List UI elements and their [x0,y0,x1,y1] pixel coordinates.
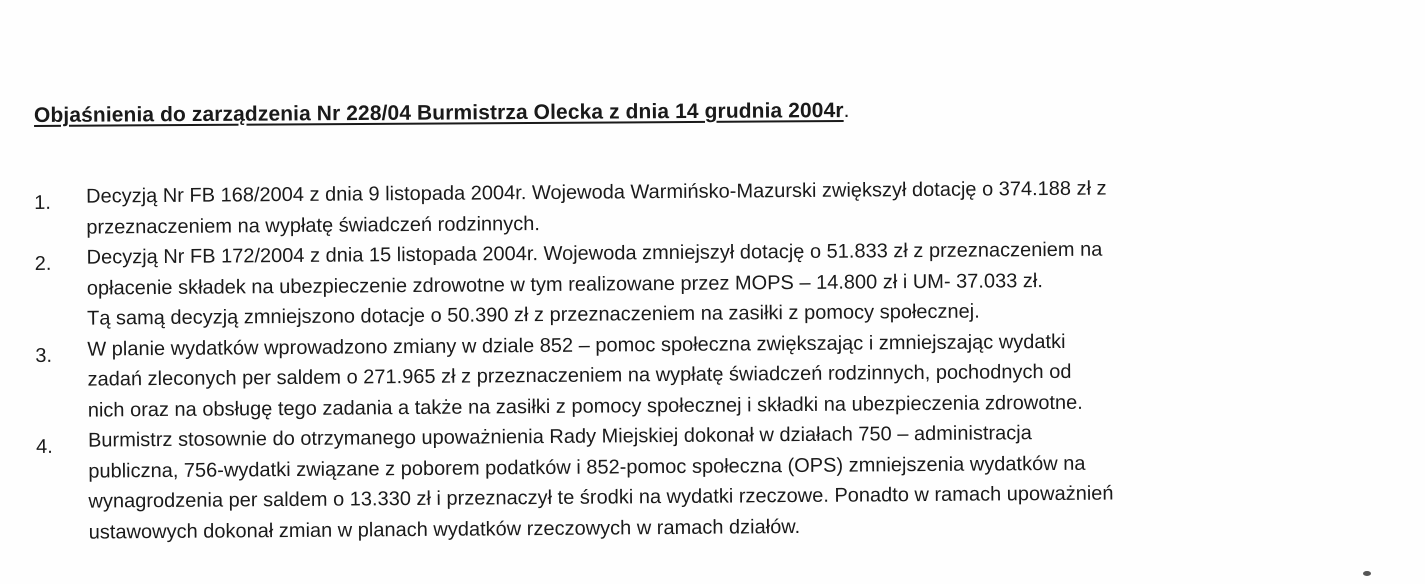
list-item-number: 3. [35,344,53,367]
document-title [34,99,850,128]
list-item [36,415,1407,548]
list-item-line: zadań zleconych per saldem o 271.965 zł z przeznaczeniem na wypłatę świadczeń rodzinnych, pochodnych od [87,360,1072,391]
list-item [34,232,1405,334]
document-title-text: Objaśnienia do zarządzenia Nr 228/04 Burmistrza Olecka z dnia 14 grudnia 2004r [33,99,844,127]
list-item-line: Decyzją Nr FB 168/2004 z dnia 9 listopada 2004r. Wojewoda Warmińsko-Mazurski zwiększył dotację o 374.188 zł z [86,177,1107,208]
list-item-line: W planie wydatków wprowadzono zmiany w dziale 852 – pomoc społeczna zwiększając i zmniejszając wydatki [87,330,1066,361]
scan-speck [1363,571,1371,576]
list-item-number: 4. [35,435,53,458]
list-item-line: ustawowych dokonał zmian w planach wydatków rzeczowych w ramach działów. [88,515,801,544]
list-item [35,324,1406,426]
list-item-line: publiczna, 756-wydatki związane z poborem podatków i 852-pomoc społeczna (OPS) zmniejszenia wydatków na [88,452,1086,483]
list-item-line: wynagrodzenia per saldem o 13.330 zł i przeznaczył te środki na wydatki rzeczowe. Ponadto w ramach upoważnień [88,482,1114,513]
list-item-number: 2. [34,252,52,275]
list-item [34,171,1404,243]
list-item-line: Burmistrz stosownie do otrzymanego upoważnienia Rady Miejskiej dokonał w działach 750 – administracja [87,422,1032,452]
list-item-line: opłacenie składek na ubezpieczenie zdrowotne w tym realizowane przez MOPS – 14.800 zł i UM- 37.033 zł. [86,269,1043,300]
list-item-line: Tą samą decyzją zmniejszono dotacje o 50.390 zł z przeznaczeniem na zasiłki z pomocy społecznej. [86,300,980,330]
list-item-line: Decyzją Nr FB 172/2004 z dnia 15 listopada 2004r. Wojewoda zmniejszył dotację o 51.833 zł z przeznaczeniem na [86,238,1103,269]
document-title-period: . [843,99,850,123]
list-item-number: 1. [34,191,51,214]
numbered-list [34,171,1407,548]
list-item-line: przeznaczeniem na wypłatę świadczeń rodzinnych. [86,212,541,239]
list-item-line: nich oraz na obsługę tego zadania a także na zasiłki z pomocy społecznej i składki na ubezpieczenia zdrowotne. [87,391,1083,422]
